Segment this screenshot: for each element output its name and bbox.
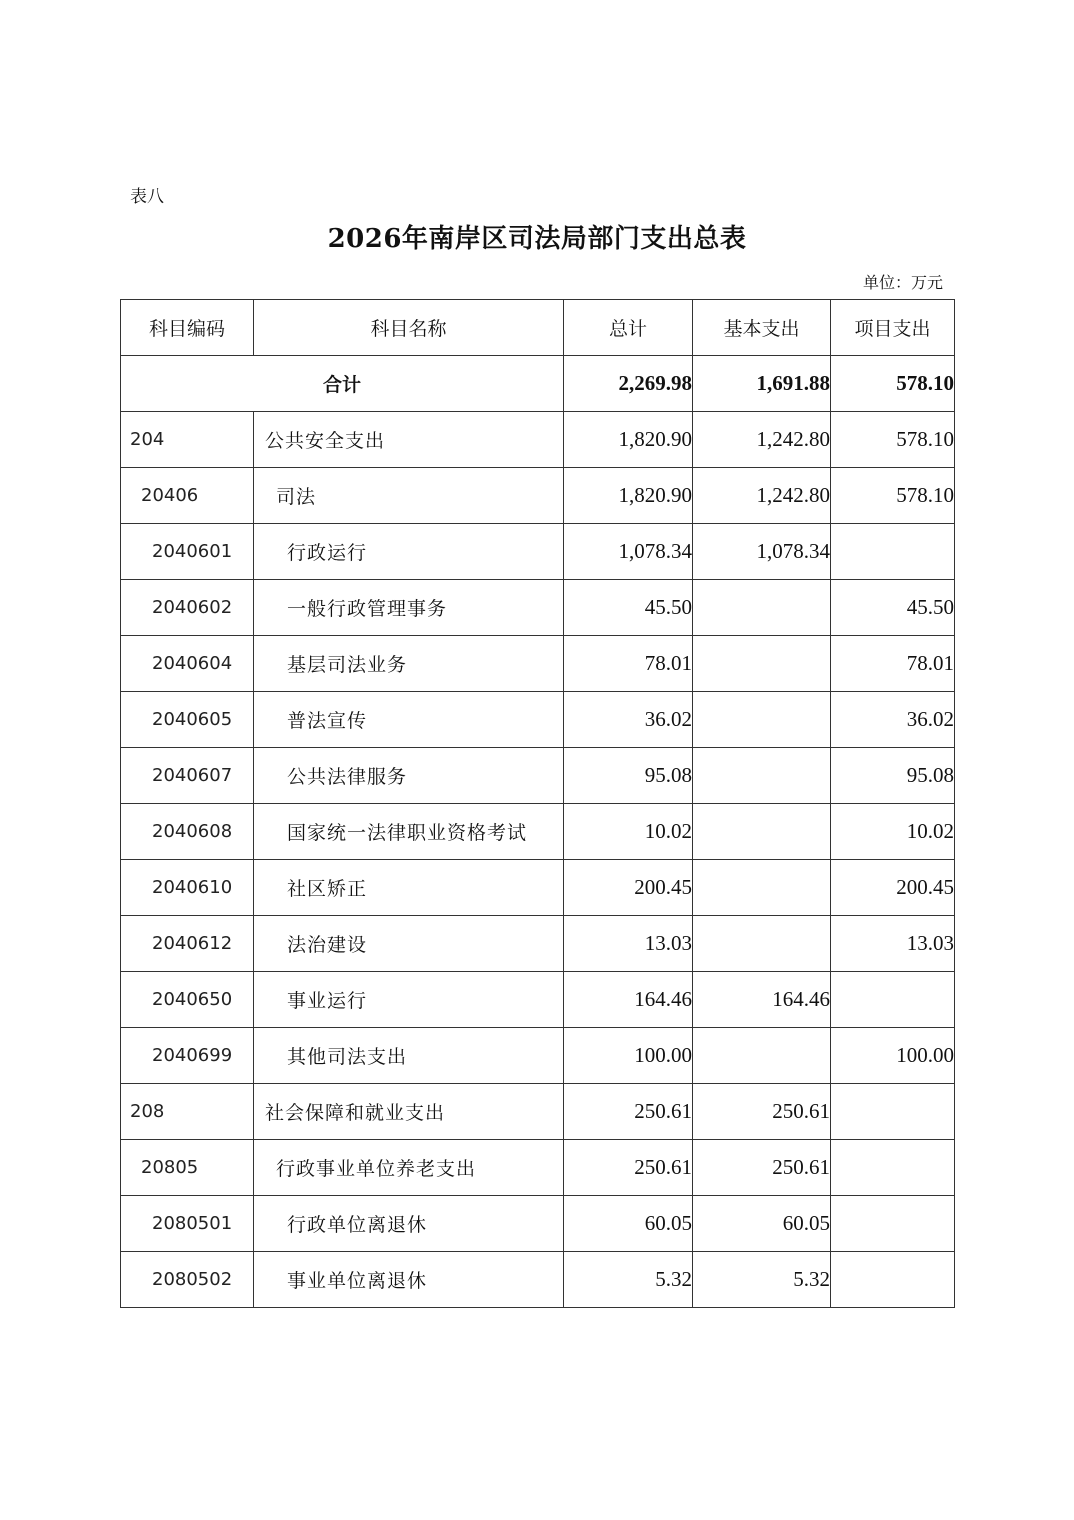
table-row	[121, 636, 955, 692]
table-row	[121, 1084, 955, 1140]
header-total: 总计	[564, 300, 693, 356]
row-project: 10.02	[831, 804, 955, 860]
row-name: 行政事业单位养老支出	[254, 1140, 564, 1196]
row-project: 578.10	[831, 468, 955, 524]
row-name: 公共法律服务	[254, 748, 564, 804]
summary-project: 578.10	[831, 356, 955, 412]
row-total: 250.61	[564, 1084, 693, 1140]
row-name: 普法宣传	[254, 692, 564, 748]
row-code: 2040699	[121, 1028, 254, 1084]
table-row	[121, 1196, 955, 1252]
row-total: 5.32	[564, 1252, 693, 1308]
header-code: 科目编码	[121, 300, 254, 356]
row-basic: 5.32	[693, 1252, 831, 1308]
row-project: 100.00	[831, 1028, 955, 1084]
row-project	[831, 1084, 955, 1140]
row-name: 其他司法支出	[254, 1028, 564, 1084]
row-name: 行政单位离退休	[254, 1196, 564, 1252]
summary-row	[121, 356, 955, 412]
row-code: 2040601	[121, 524, 254, 580]
row-code: 2040602	[121, 580, 254, 636]
row-name: 基层司法业务	[254, 636, 564, 692]
row-total: 200.45	[564, 860, 693, 916]
table-row	[121, 468, 955, 524]
table-row	[121, 804, 955, 860]
row-total: 100.00	[564, 1028, 693, 1084]
row-code: 2040608	[121, 804, 254, 860]
row-name: 社会保障和就业支出	[254, 1084, 564, 1140]
row-basic	[693, 580, 831, 636]
row-code: 2080501	[121, 1196, 254, 1252]
row-basic: 1,242.80	[693, 412, 831, 468]
row-total: 95.08	[564, 748, 693, 804]
row-code: 2080502	[121, 1252, 254, 1308]
row-project: 95.08	[831, 748, 955, 804]
row-total: 250.61	[564, 1140, 693, 1196]
table-row	[121, 1028, 955, 1084]
row-basic: 60.05	[693, 1196, 831, 1252]
row-basic	[693, 1028, 831, 1084]
row-basic: 1,242.80	[693, 468, 831, 524]
row-total: 10.02	[564, 804, 693, 860]
row-code: 2040605	[121, 692, 254, 748]
row-code: 208	[121, 1084, 254, 1140]
header-basic: 基本支出	[693, 300, 831, 356]
row-project: 36.02	[831, 692, 955, 748]
row-basic	[693, 636, 831, 692]
row-total: 36.02	[564, 692, 693, 748]
row-code: 2040607	[121, 748, 254, 804]
row-total: 1,078.34	[564, 524, 693, 580]
row-name: 法治建设	[254, 916, 564, 972]
table-row	[121, 972, 955, 1028]
expenditure-table	[120, 299, 955, 1308]
table-row	[121, 748, 955, 804]
row-name: 社区矫正	[254, 860, 564, 916]
row-total: 78.01	[564, 636, 693, 692]
row-project: 578.10	[831, 412, 955, 468]
row-total: 13.03	[564, 916, 693, 972]
summary-basic: 1,691.88	[693, 356, 831, 412]
row-project: 45.50	[831, 580, 955, 636]
row-basic	[693, 916, 831, 972]
row-total: 1,820.90	[564, 412, 693, 468]
header-name: 科目名称	[254, 300, 564, 356]
row-project: 200.45	[831, 860, 955, 916]
row-name: 司法	[254, 468, 564, 524]
row-name: 行政运行	[254, 524, 564, 580]
row-code: 2040650	[121, 972, 254, 1028]
row-project	[831, 1196, 955, 1252]
row-name: 事业单位离退休	[254, 1252, 564, 1308]
row-code: 204	[121, 412, 254, 468]
row-basic: 1,078.34	[693, 524, 831, 580]
row-code: 20805	[121, 1140, 254, 1196]
row-project	[831, 972, 955, 1028]
row-total: 1,820.90	[564, 468, 693, 524]
page-title: 2026年南岸区司法局部门支出总表	[327, 224, 747, 254]
row-basic	[693, 748, 831, 804]
row-project	[831, 524, 955, 580]
row-name: 一般行政管理事务	[254, 580, 564, 636]
row-basic	[693, 804, 831, 860]
row-total: 45.50	[564, 580, 693, 636]
row-basic	[693, 860, 831, 916]
summary-total: 2,269.98	[564, 356, 693, 412]
row-code: 2040612	[121, 916, 254, 972]
table-row	[121, 692, 955, 748]
table-row	[121, 1252, 955, 1308]
table-row	[121, 580, 955, 636]
row-project: 13.03	[831, 916, 955, 972]
row-name: 公共安全支出	[254, 412, 564, 468]
row-basic: 164.46	[693, 972, 831, 1028]
row-total: 60.05	[564, 1196, 693, 1252]
row-name: 事业运行	[254, 972, 564, 1028]
row-name: 国家统一法律职业资格考试	[254, 804, 564, 860]
table-row	[121, 860, 955, 916]
row-project	[831, 1140, 955, 1196]
row-code: 2040604	[121, 636, 254, 692]
table-row	[121, 524, 955, 580]
table-row	[121, 916, 955, 972]
row-project	[831, 1252, 955, 1308]
row-total: 164.46	[564, 972, 693, 1028]
table-row	[121, 412, 955, 468]
row-project: 78.01	[831, 636, 955, 692]
row-code: 2040610	[121, 860, 254, 916]
table-number-label: 表八	[130, 187, 164, 207]
row-code: 20406	[121, 468, 254, 524]
row-basic: 250.61	[693, 1140, 831, 1196]
table-row	[121, 1140, 955, 1196]
unit-label: 单位：万元	[862, 273, 943, 292]
header-row	[121, 300, 955, 356]
row-basic	[693, 692, 831, 748]
summary-label: 合计	[121, 356, 564, 412]
row-basic: 250.61	[693, 1084, 831, 1140]
header-project: 项目支出	[831, 300, 955, 356]
